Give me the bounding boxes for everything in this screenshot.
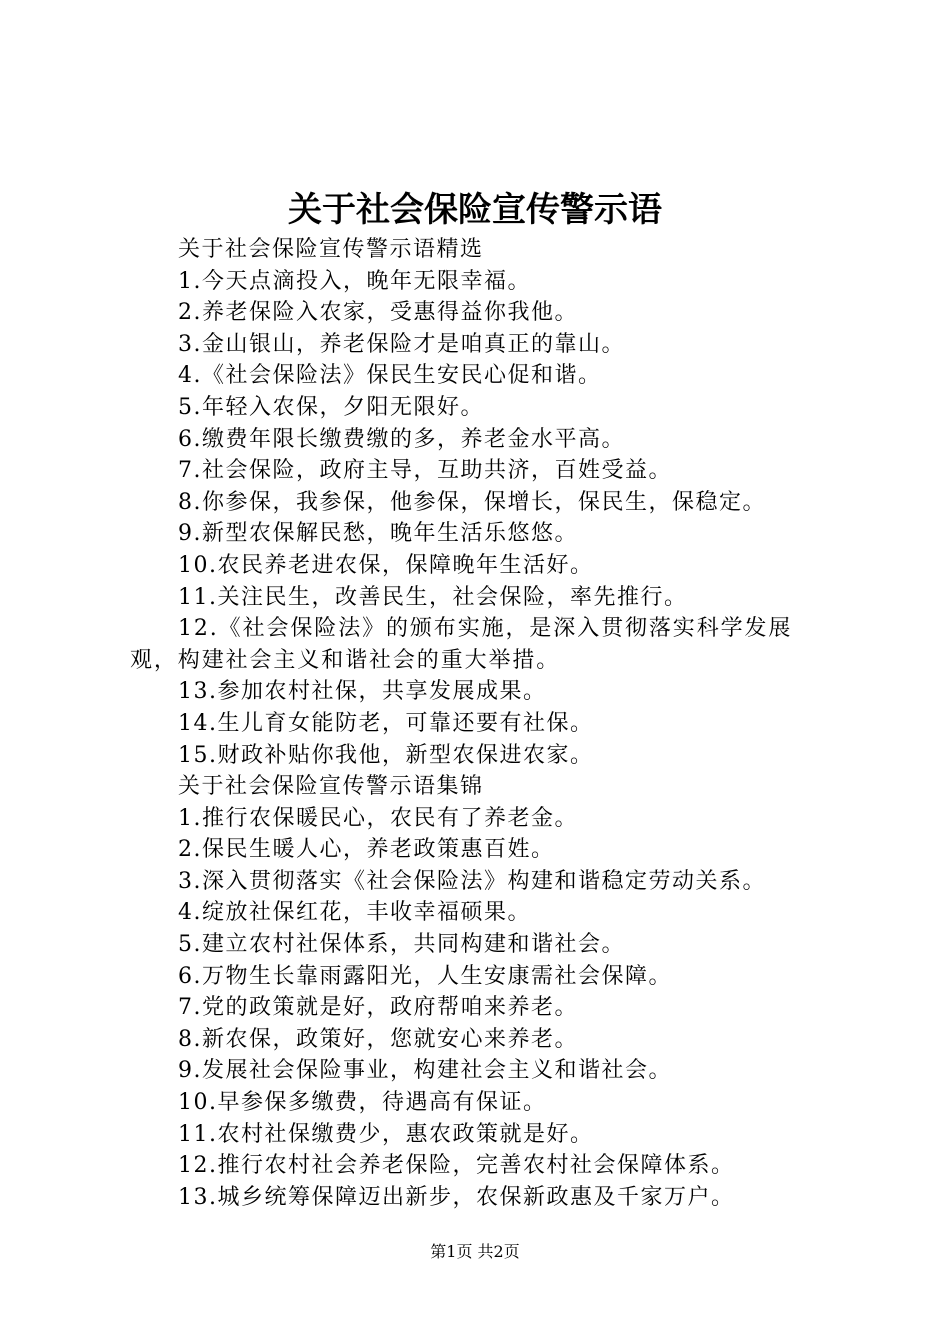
list-item: 6.万物生长靠雨露阳光，人生安康需社会保障。 <box>178 963 672 989</box>
list-item: 5.建立农村社保体系，共同构建和谐社会。 <box>178 932 625 958</box>
list-item: 4.绽放社保红花，丰收幸福硕果。 <box>178 900 531 926</box>
list-item: 2.保民生暖人心，养老政策惠百姓。 <box>178 837 555 863</box>
section-heading-collection: 关于社会保险宣传警示语集锦 <box>178 774 484 800</box>
list-item: 11.农村社保缴费少，惠农政策就是好。 <box>178 1121 594 1147</box>
list-item: 1.推行农保暖民心，农民有了养老金。 <box>178 805 578 831</box>
list-item: 4.《社会保险法》保民生安民心促和谐。 <box>178 363 602 389</box>
list-item: 7.社会保险，政府主导，互助共济，百姓受益。 <box>178 458 672 484</box>
list-item: 15.财政补贴你我他，新型农保进农家。 <box>178 742 594 768</box>
document-body <box>130 234 840 1213</box>
list-item: 6.缴费年限长缴费缴的多，养老金水平高。 <box>178 426 625 452</box>
list-item: 10.农民养老进农保，保障晚年生活好。 <box>178 552 594 578</box>
list-item: 9.新型农保解民愁，晚年生活乐悠悠。 <box>178 521 578 547</box>
list-item: 10.早参保多缴费，待遇高有保证。 <box>178 1090 547 1116</box>
list-item: 13.参加农村社保，共享发展成果。 <box>178 679 547 705</box>
list-item: 11.关注民生，改善民生，社会保险，率先推行。 <box>178 584 688 610</box>
document-title: 关于社会保险宣传警示语 <box>288 190 662 230</box>
section-heading-selected: 关于社会保险宣传警示语精选 <box>178 237 484 262</box>
list-item: 2.养老保险入农家，受惠得益你我他。 <box>178 300 578 326</box>
list-item: 8.新农保，政策好，您就安心来养老。 <box>178 1026 578 1052</box>
list-item: 7.党的政策就是好，政府帮咱来养老。 <box>178 995 578 1021</box>
list-item: 12.《社会保险法》的颁布实施，是深入贯彻落实科学发展观，构建社会主义和谐社会的重大举措。 <box>130 616 793 673</box>
list-item: 3.深入贯彻落实《社会保险法》构建和谐稳定劳动关系。 <box>178 868 766 894</box>
list-item: 1.今天点滴投入，晚年无限幸福。 <box>178 268 531 294</box>
list-item: 8.你参保，我参保，他参保，保增长，保民生，保稳定。 <box>178 489 766 515</box>
list-item: 14.生儿育女能防老，可靠还要有社保。 <box>178 710 594 736</box>
list-item: 5.年轻入农保，夕阳无限好。 <box>178 394 484 420</box>
list-item: 12.推行农村社会养老保险，完善农村社会保障体系。 <box>178 1153 735 1179</box>
list-item: 9.发展社会保险事业，构建社会主义和谐社会。 <box>178 1058 672 1084</box>
list-item: 13.城乡统筹保障迈出新步，农保新政惠及千家万户。 <box>178 1184 735 1210</box>
page-footer: 第1页 共2页 <box>430 1242 520 1261</box>
list-item: 3.金山银山，养老保险才是咱真正的靠山。 <box>178 331 625 357</box>
